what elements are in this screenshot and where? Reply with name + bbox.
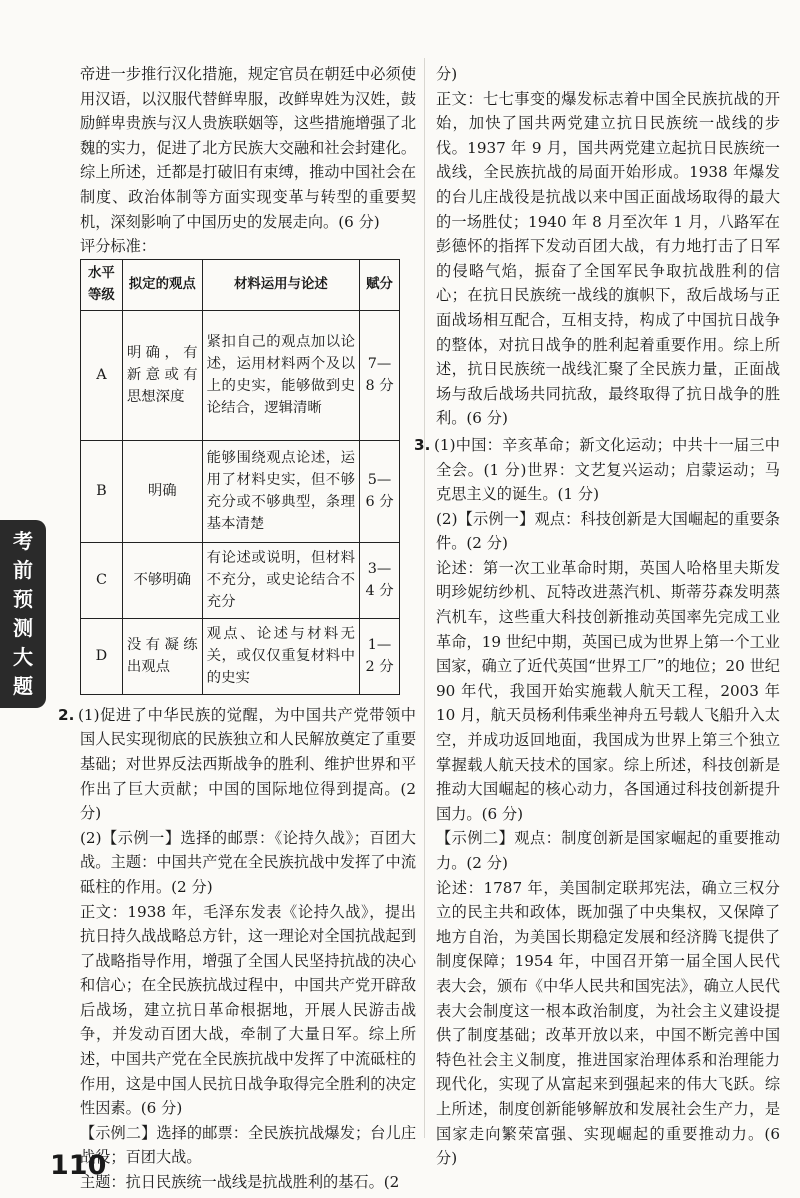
table-row: [81, 440, 400, 542]
side-tab-char: 题: [13, 674, 33, 698]
table-row: [81, 542, 400, 618]
q2-example2: 【示例二】选择的邮票：全民族抗战爆发；台儿庄战役；百团大战。: [80, 1123, 416, 1167]
header-viewpoint: 拟定的观点: [122, 259, 202, 310]
cell-material: 有论述或说明，但材料不充分，或史论结合不充分: [202, 542, 359, 618]
cell-viewpoint: 没有凝练出观点: [122, 618, 202, 694]
q1-answer-tail: 帝进一步推行汉化措施，规定官员在朝廷中必须使用汉语，以汉服代替鲜卑服，改鲜卑姓为汉姓，鼓励鲜卑贵族与汉人贵族联姻等，这些措施增强了北魏的实力，促进了北方民族大交融和社会封建化。综上所述，迁都是打破旧有束缚，推动中国社会在制度、政治体制等方面实现变革与转型的重要契机，深刻影响了中国历史的发展走向。(6 分): [80, 65, 416, 231]
q3-example2-body: 论述：1787 年，美国制定联邦宪法，确立三权分立的民主共和政体，既加强了中央集权，又保障了地方自治，为美国长期稳定发展和经济腾飞提供了制度保障；1954 年，中国召开第一届全国人民代表大会，颁布《中华人民共和国宪法》，确立人民代表大会制度这一根本政治制度，为社会主义建设提供了制度基础；改革开放以来，中国不断完善中国特色社会主义制度，推进国家治理体系和治理能力现代化，实现了从富起来到强起来的伟大飞跃。综上所述，制度创新能够解放和发展社会生产力，是国家走向繁荣富强、实现崛起的重要推动力。(6 分): [436, 878, 780, 1168]
cell-score: 1—2 分: [360, 618, 400, 694]
side-tab-char: 大: [13, 645, 33, 669]
grading-title: 评分标准：: [80, 237, 156, 256]
cell-viewpoint: 不够明确: [122, 542, 202, 618]
cell-level: A: [81, 310, 123, 440]
header-material: 材料运用与论述: [202, 259, 359, 310]
right-column: [414, 62, 780, 1171]
table-row: [81, 310, 400, 440]
cell-score: 3—4 分: [360, 542, 400, 618]
grading-table-header-row: [81, 259, 400, 310]
cell-viewpoint: 明确，有新意或有思想深度: [122, 310, 202, 440]
cell-material: 观点、论述与材料无关，或仅仅重复材料中的史实: [202, 618, 359, 694]
header-score: 赋分: [360, 259, 400, 310]
q2-part1: (1)促进了中华民族的觉醒，为中国共产党带领中国人民实现彻底的民族独立和人民解放奠定了重要基础；对世界反法西斯战争的胜利、维护世界和平作出了巨大贡献；中国的国际地位得到提高。(2 分): [78, 705, 416, 823]
column-divider: [424, 58, 425, 1138]
q2-example1: (2)【示例一】选择的邮票：《论持久战》；百团大战。主题：中国共产党在全民族抗战中发挥了中流砥柱的作用。(2 分): [80, 828, 416, 896]
q2-example2-theme-tail: 分): [436, 65, 458, 83]
cell-level: C: [81, 542, 123, 618]
side-tab-char: 测: [13, 616, 33, 640]
question-number: 3.: [414, 435, 431, 454]
side-tab-char: 预: [13, 587, 33, 611]
q2-example1-body: 正文：1938 年，毛泽东发表《论持久战》，提出抗日持久战战略总方针，这一理论对全国抗战起到了战略指导作用，增强了全国人民坚持抗战的决心和信心；在全民族抗战过程中，中国共产党开辟敌后战场，建立抗日革命根据地，开展人民游击战争，并发动百团大战，牵制了大量日军。综上所述，中国共产党在全民族抗战中发挥了中流砥柱的作用，这是中国人民抗日战争取得完全胜利的决定性因素。(6 分): [80, 902, 416, 1118]
header-level: 水平等级: [81, 259, 123, 310]
cell-level: B: [81, 440, 123, 542]
cell-score: 7—8 分: [360, 310, 400, 440]
cell-material: 紧扣自己的观点加以论述，运用材料两个及以上的史实，能够做到史论结合，逻辑清晰: [202, 310, 359, 440]
page-number: 110: [50, 1150, 107, 1181]
q3-example2: 【示例二】观点：制度创新是国家崛起的重要推动力。(2 分): [436, 829, 780, 872]
q3-example1-body: 论述：第一次工业革命时期，英国人哈格里夫斯发明珍妮纺纱机、瓦特改进蒸汽机、斯蒂芬森发明蒸汽机车，这些重大科技创新推动英国率先完成工业革命，19 世纪中期，英国已成为世界上第一个工业国家，确立了近代英国“世界工厂”的地位；20 世纪 90 年代，我国开始实施载人航天工程，2003 年 10 月，航天员杨利伟乘坐神舟五号载人飞船升入太空，并成功返回地面，我国成为世界上第三个独立掌握载人航天技术的国家。综上所述，科技创新是推动大国崛起的核心动力，各国通过科技创新提升国力。(6 分): [436, 558, 780, 823]
cell-score: 5—6 分: [360, 440, 400, 542]
side-tab-char: 考: [13, 529, 33, 553]
cell-viewpoint: 明确: [122, 440, 202, 542]
cell-level: D: [81, 618, 123, 694]
q3-part1: (1)中国：辛亥革命；新文化运动；中共十一届三中全会。(1 分)世界：文艺复兴运动；启蒙运动；马克思主义的诞生。(1 分): [434, 435, 780, 504]
side-tab-char: 前: [13, 558, 33, 582]
grading-table: [80, 259, 400, 695]
q2-example2-body: 正文：七七事变的爆发标志着中国全民族抗战的开始，加快了国共两党建立抗日民族统一战线的步伐。1937 年 9 月，国共两党建立起抗日民族统一战线，全民族抗战的局面开始形成。1938 年爆发的台儿庄战役是抗战以来中国正面战场取得的最大的一场胜仗；1940 年 8 月至次年 1 月，八路军在彭德怀的指挥下发动百团大战，有力地打击了日军的侵略气焰，振奋了全国军民争取抗战胜利的信心；在抗日民族统一战线的旗帜下，敌后战场与正面战场相互配合，互相支持，构成了中国抗日战争的整体，对抗日战争的胜利起着重要作用。综上所述，抗日民族统一战线汇聚了全民族力量，正面战场与敌后战场共同抗敌，最终取得了抗日战争的胜利。(6 分): [436, 89, 780, 428]
question-number: 2.: [58, 705, 75, 724]
q2-example2-theme: 主题：抗日民族统一战线是抗战胜利的基石。(2: [80, 1173, 400, 1192]
side-tab-section-label: [0, 520, 46, 708]
table-row: [81, 618, 400, 694]
cell-material: 能够围绕观点论述，运用了材料史实，但不够充分或不够典型，条理基本清楚: [202, 440, 359, 542]
q3-example1: (2)【示例一】观点：科技创新是大国崛起的重要条件。(2 分): [436, 509, 780, 553]
